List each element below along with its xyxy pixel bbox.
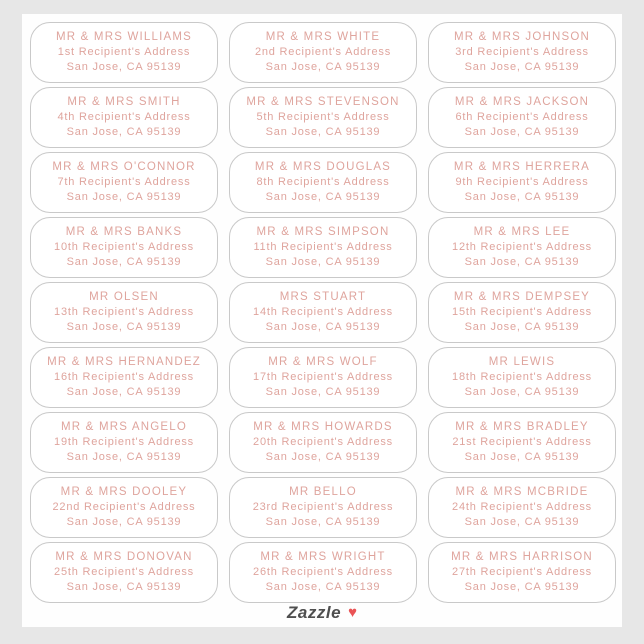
label-recipient-name: MR & MRS O'CONNOR: [52, 161, 196, 173]
labels-grid: [30, 22, 616, 603]
label-address-line: 13th Recipient's Address: [54, 306, 194, 318]
label-address-line: 8th Recipient's Address: [256, 176, 390, 188]
label-address-line: 11th Recipient's Address: [253, 241, 393, 253]
label-recipient-name: MR & MRS STEVENSON: [246, 96, 400, 108]
label-city-line: San Jose, CA 95139: [66, 321, 182, 333]
label-address-line: 17th Recipient's Address: [253, 371, 393, 383]
label-recipient-name: MR & MRS SIMPSON: [256, 226, 390, 238]
label-recipient-name: MR OLSEN: [89, 291, 159, 303]
label-address-line: 9th Recipient's Address: [455, 176, 589, 188]
label-recipient-name: MR & MRS DOOLEY: [60, 486, 188, 498]
label-city-line: San Jose, CA 95139: [464, 256, 580, 268]
label-city-line: San Jose, CA 95139: [265, 191, 381, 203]
label-address-line: 22nd Recipient's Address: [52, 501, 196, 513]
label-recipient-name: MR & MRS WILLIAMS: [55, 31, 193, 43]
label-address-line: 24th Recipient's Address: [452, 501, 592, 513]
address-label: [428, 22, 616, 83]
label-city-line: San Jose, CA 95139: [464, 126, 580, 138]
address-label: [428, 477, 616, 538]
label-city-line: San Jose, CA 95139: [66, 581, 182, 593]
label-address-line: 15th Recipient's Address: [452, 306, 592, 318]
label-city-line: San Jose, CA 95139: [66, 451, 182, 463]
label-recipient-name: MR & MRS HOWARDS: [253, 421, 393, 433]
heart-icon: ♥: [348, 604, 357, 621]
label-city-line: San Jose, CA 95139: [464, 321, 580, 333]
label-address-line: 5th Recipient's Address: [256, 111, 390, 123]
label-address-line: 6th Recipient's Address: [455, 111, 589, 123]
label-address-line: 7th Recipient's Address: [57, 176, 191, 188]
label-recipient-name: MR & MRS HERRERA: [453, 161, 591, 173]
label-city-line: San Jose, CA 95139: [265, 451, 381, 463]
address-label: [428, 412, 616, 473]
address-label: [30, 152, 218, 213]
address-label: [30, 477, 218, 538]
label-recipient-name: MR & MRS BRADLEY: [455, 421, 589, 433]
label-recipient-name: MR & MRS LEE: [473, 226, 571, 238]
label-address-line: 10th Recipient's Address: [54, 241, 194, 253]
label-recipient-name: MR & MRS WHITE: [265, 31, 381, 43]
address-label: [30, 217, 218, 278]
address-label: [30, 22, 218, 83]
label-city-line: San Jose, CA 95139: [66, 191, 182, 203]
label-address-line: 16th Recipient's Address: [54, 371, 194, 383]
label-recipient-name: MR & MRS HERNANDEZ: [47, 356, 201, 368]
address-label: [428, 542, 616, 603]
label-address-line: 26th Recipient's Address: [253, 566, 393, 578]
label-recipient-name: MR & MRS DEMPSEY: [453, 291, 591, 303]
label-recipient-name: MR & MRS DONOVAN: [55, 551, 193, 563]
address-label: [428, 87, 616, 148]
label-city-line: San Jose, CA 95139: [66, 516, 182, 528]
label-address-line: 25th Recipient's Address: [54, 566, 194, 578]
label-recipient-name: MR & MRS HARRISON: [451, 551, 593, 563]
label-city-line: San Jose, CA 95139: [265, 256, 381, 268]
label-address-line: 20th Recipient's Address: [253, 436, 393, 448]
label-city-line: San Jose, CA 95139: [464, 581, 580, 593]
address-label: [30, 347, 218, 408]
label-recipient-name: MR & MRS SMITH: [67, 96, 181, 108]
label-address-line: 12th Recipient's Address: [452, 241, 592, 253]
address-label: [229, 87, 417, 148]
address-label: [428, 282, 616, 343]
label-address-line: 21st Recipient's Address: [452, 436, 592, 448]
label-city-line: San Jose, CA 95139: [265, 126, 381, 138]
label-recipient-name: MR & MRS WOLF: [268, 356, 378, 368]
label-address-line: 14th Recipient's Address: [253, 306, 393, 318]
zazzle-wordmark: Zazzle: [287, 603, 342, 622]
address-label: [229, 282, 417, 343]
label-address-line: 1st Recipient's Address: [57, 46, 191, 58]
label-address-line: 27th Recipient's Address: [452, 566, 592, 578]
address-label: [229, 477, 417, 538]
label-city-line: San Jose, CA 95139: [265, 386, 381, 398]
label-address-line: 19th Recipient's Address: [54, 436, 194, 448]
address-label: [229, 412, 417, 473]
address-label: [30, 542, 218, 603]
label-recipient-name: MRS STUART: [279, 291, 367, 303]
label-city-line: San Jose, CA 95139: [464, 516, 580, 528]
label-city-line: San Jose, CA 95139: [66, 61, 182, 73]
address-label: [30, 87, 218, 148]
label-recipient-name: MR & MRS DOUGLAS: [254, 161, 392, 173]
address-label: [428, 152, 616, 213]
address-label: [30, 412, 218, 473]
address-label: [229, 347, 417, 408]
label-city-line: San Jose, CA 95139: [464, 61, 580, 73]
label-recipient-name: MR & MRS BANKS: [65, 226, 183, 238]
label-city-line: San Jose, CA 95139: [66, 256, 182, 268]
address-label: [229, 542, 417, 603]
address-label: [30, 282, 218, 343]
zazzle-brand: [22, 603, 622, 625]
label-city-line: San Jose, CA 95139: [464, 191, 580, 203]
label-city-line: San Jose, CA 95139: [66, 126, 182, 138]
label-recipient-name: MR & MRS JOHNSON: [453, 31, 591, 43]
address-label: [428, 217, 616, 278]
label-city-line: San Jose, CA 95139: [464, 451, 580, 463]
label-recipient-name: MR LEWIS: [488, 356, 556, 368]
label-address-line: 2nd Recipient's Address: [254, 46, 392, 58]
label-recipient-name: MR & MRS ANGELO: [61, 421, 187, 433]
label-sheet: [22, 14, 622, 627]
label-recipient-name: MR & MRS WRIGHT: [260, 551, 386, 563]
label-city-line: San Jose, CA 95139: [265, 581, 381, 593]
address-label: [428, 347, 616, 408]
label-city-line: San Jose, CA 95139: [464, 386, 580, 398]
label-address-line: 3rd Recipient's Address: [455, 46, 589, 58]
label-recipient-name: MR & MRS JACKSON: [454, 96, 590, 108]
label-city-line: San Jose, CA 95139: [265, 61, 381, 73]
label-recipient-name: MR & MRS MCBRIDE: [455, 486, 589, 498]
label-city-line: San Jose, CA 95139: [265, 516, 381, 528]
label-city-line: San Jose, CA 95139: [265, 321, 381, 333]
address-label: [229, 217, 417, 278]
label-address-line: 18th Recipient's Address: [452, 371, 592, 383]
label-address-line: 23rd Recipient's Address: [252, 501, 394, 513]
label-recipient-name: MR BELLO: [289, 486, 357, 498]
label-city-line: San Jose, CA 95139: [66, 386, 182, 398]
label-address-line: 4th Recipient's Address: [57, 111, 191, 123]
address-label: [229, 22, 417, 83]
address-label: [229, 152, 417, 213]
